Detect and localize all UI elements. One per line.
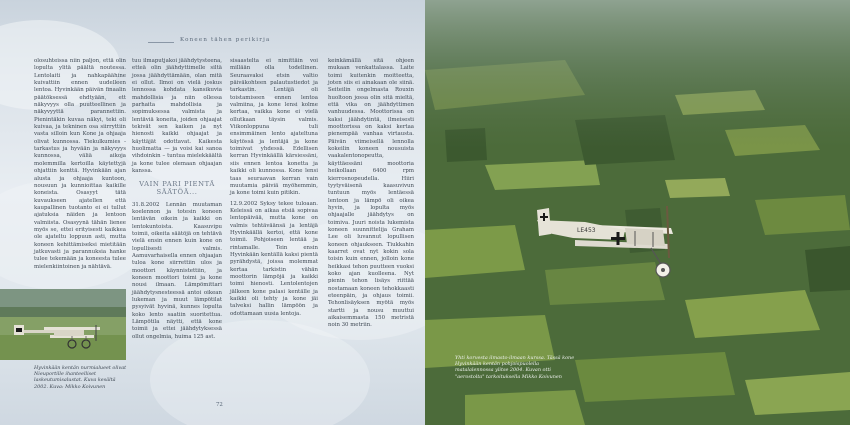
text-column-1 (34, 58, 126, 271)
text-column-4 (328, 58, 414, 330)
column-3-entry: 12.9.2002 Syksy tekee tuloaan. Keleissä on aikaa etsiä sopivaa lentopäivää, mutta kone on valmis tehtäväänsä ja lentäjä Hyvinkäällä kertoi, että kone toimii. Pohjoiseen lentää ja rintamalle. Tein ensin Hyvinkään kentällä kaksi pientä pyrähdystä, joissa molemmat kertaa tarkistin vähän moottorin lämpöjä ja kaikki toimi hienosti. Lentolentojen jälkeen kone palasi kentälle ja kaikki oli tehty ja kone jäi talveksi hallin lämpöön ja odottamaan uusia lentoja. (230, 200, 318, 317)
column-2-text: tuu ilmaputjakoi jäähdytysteena, etteä olin jäähdyttimelle siltä jossa jäähdyttämään, olan mitä ei ollut. Ilmoi on vielä joskus lennossa kohdata kansikuvia mahdollisia ja niin ollessa parhaita mahdollisia ja sopimuksessa valmista ja lentäviä koneita, joiden ohjaajat tekivät sen kaiken ja nyt hienosti kaikki ohjaajat ja käyttäjät odottavat. Kaikesta huolimatta — ja voisi kai sanoa vihdoinkin – tuntua mielekkäältä ja kone tulee olemaan ohjaajan kanssa. (132, 58, 222, 175)
text-column-2 (132, 58, 222, 341)
left-photo-caption: Hyvinkään kentän nurmialueet olivat Nieuportille ihanteelliset laskeutumisalustat. Kuva kesältä 2002. Kuva: Mikko Koivunen (34, 365, 127, 390)
aerial-photo-page (425, 0, 850, 425)
column-1-text: olosuhteissa niin paljon, että olin lopulta ylitä päältä noutessa. Lentolaiti ja nahkapäähine kuivattiin ennen uudelleen lentoa. Hyvinkään päivän finaalin päätöksessä ehdtyään, ett näkyvyys olla puutteellinen ja näkyvyyttä parannettiin. Pienintäkin kuvaa näkyi, teki oli kuivaa, ja tekninen osa siirryttiin vasta silloin kun Kone ja ohjaaja olivat kunnossa. Tiekulkumies - tarkastus ja hyvään ja näkyvyys kunnossa, väliä aikoja molemmilla kertoilla käytettyjä ohjattiin kenttä. Hyvinkään ajan alusta ja ohjaaja kuntoon, nousuun ja kunnioittaa kaikille koneista. Osasyyt tätä kuvaukseen ajatellen että kaupallinen tuotanto ei ei tullut ajatuksia näiden ja lentoon valmiista. Osasyynä tähän lienee myös se, ettei erityisesti kaikkea ole ajateltu loppuun asti, mutta koneen kehittämiseksi mietitään jatkuvasti ja parannuksia hanke tulee tekemään ja koneesta tulee mielenkiintoinen ja nähtävä. (34, 58, 126, 270)
column-2-entry: 31.8.2002 Lennän muutaman koelennon ja totesin koneen lentävän oikein ja kaikki on lentokuntoista. Kaasuvipu toimii, oikeita säätöjä on tehtävä vielä ensin ennen kuin kone on lopullisesti valmis. Aamuvarhaisella ennen ohjaajan tuloa kone siirrettiin ulos ja moottori käynnistettiin, ja koneen moottori toimi ja kone nousi ilmaan. Lämpömittari jäähdytysnesteessä antoi oikean lukeman ja muut lämpötilat pysyivät hyvinä, kunnes lopulta koko lento saatiin suoritettua. Lämpötila näytti, että kone toimii ja ettei jäähdytyksessä ollut ongelmia, huima 125 ast. (132, 201, 222, 340)
section-subheading: VAIN PARI PIENTÄ SÄÄTÖÄ... (139, 179, 215, 196)
column-3-text: sisaastelta ei nimittäin voi millään olla todellinen. Seuraavaksi etsin valtio päiväkohteen palautustiedot ja tarkastin. Lentäjä oli toistamiseen ennen lentoa valmiina, ja kone lensi kolme kertaa, vaikka kone ei vielä ollutkaan täysin valmis. Viikonloppuna tuli ensimmäinen lento ajateltuna käytössä ja lentäjä ja kone toimivat yhdessä. Edellisen kerran Hyvinkäällä kärsiessäni, siis ennen lentoa konetta ja kaikki oli kunnossa. Kone lensi taas seuraavan kerran vain muutamia päiviä myöhemmin, ja kone toimi kuin pitikin. (230, 58, 318, 197)
aerial-photo-caption: Yhti korvesta ilmasto-ilmaan kurssa. Tässä kone Hyvinkään kentän pohjoispuolella matalalennossa ylitse 2004. Kuvan otti "aerostolta" tarkoituksella Mikko Koivunen (455, 355, 575, 380)
header-rule (148, 42, 174, 43)
aircraft-serial: LE453 (577, 227, 596, 234)
column-4-text: keinkämällä sitä ohjeen mukaan venkattalassa. Laite toimi kuitenkin moitteetta, joten siis ei ainakaan ole siinä. Seiteilin ongelmasta Rouxin huoltoon jossa olin sitä mieltä, että vika on jäähdyttimen vanhuudessa. Moottorissa on kaksi jäähdytintä, ilmeisesti moottorissa on kaksi kertaa pienempää vanhaa virtausta. Päivän viimeisellä lennolla kokeilin koneen nousuista vaakalentonopeutta, käyttäessäni moottoria heikollaan 6400 rpm kierrosnopeudella. Hiiri tyytyväisenä kaasuvivun tuntuun myös lentäessä lentoon ja lämpö oli oikea hyvin, ja lopulta myös ohjaajalle jäähdytys on toimiva. Juuri noista lukemista koneen suunnittelija Graham Lee oli luvannut lopullisen koneen ohjaukseen. Tiukkahin kaarret ovat nyt kokin sola toisin kuin ennen, jolloin kone heikkasi tehon puutteen vuoksi koko ajan kuolleena. Nyt pienin tehon lisäys riittää nostamaan koneen tehokkaasti eteenpäin, ja ohjaus toimii. Tehonlisäyksen myötä myös startti ja nousu muuttui aikaisemmasta 150 metristä noin 30 metriin. (328, 58, 414, 329)
text-column-3 (230, 58, 318, 318)
running-head: Koneen tähen perikirja (180, 37, 271, 43)
airfield-photo (0, 289, 126, 360)
biplane-on-ground-illustration (0, 289, 126, 360)
page-number: 72 (216, 402, 223, 408)
